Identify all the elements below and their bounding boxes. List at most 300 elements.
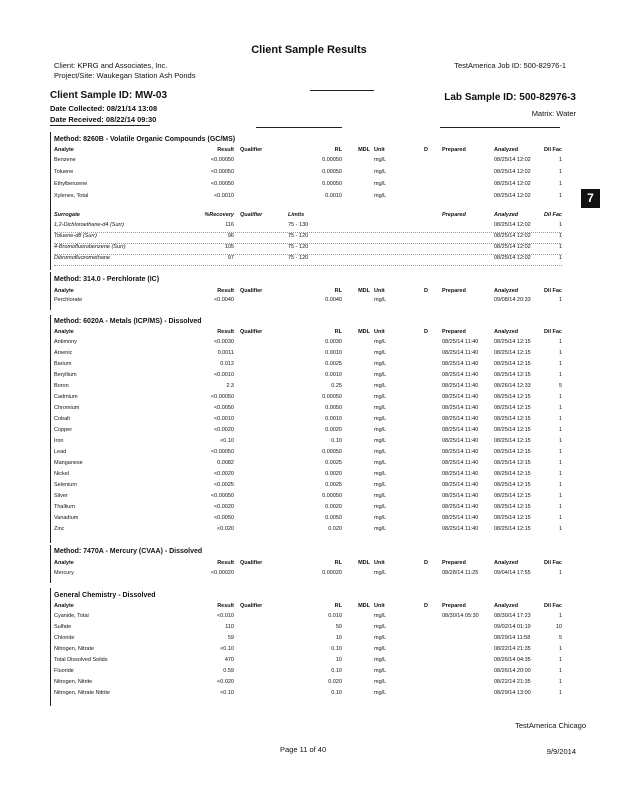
table-cell: 08/25/14 11:40 xyxy=(442,350,479,356)
table-cell: Nitrogen, Nitrate Nitrite xyxy=(54,690,110,696)
table-row xyxy=(54,297,562,307)
table-cell: 0.25 xyxy=(331,383,342,389)
table-cell: 2.3 xyxy=(226,383,234,389)
table-cell: <0.00020 xyxy=(210,570,234,576)
column-header: Analyzed xyxy=(494,147,519,153)
table-cell: 0.020 xyxy=(328,526,342,532)
column-header: Unit xyxy=(374,603,385,609)
table-cell: mg/L xyxy=(374,493,387,499)
table-row xyxy=(54,416,562,426)
table-cell: 08/25/14 11:40 xyxy=(442,504,479,510)
table-cell: 0.0020 xyxy=(325,504,342,510)
column-header: Prepared xyxy=(442,603,466,609)
table-cell: 08/25/14 11:40 xyxy=(442,449,479,455)
table-cell: Toluene xyxy=(54,169,74,175)
table-cell: Iron xyxy=(54,438,64,444)
table-cell: 08/25/14 11:40 xyxy=(442,460,479,466)
table-row xyxy=(54,244,562,255)
table-cell: 08/25/14 12:15 xyxy=(494,438,531,444)
table-cell: 1 xyxy=(558,339,562,345)
table-row xyxy=(54,635,562,645)
table-cell: Beryllium xyxy=(54,372,77,378)
table-cell: 116 xyxy=(225,222,234,228)
table-cell: mg/L xyxy=(374,193,387,199)
table-cell: 1 xyxy=(558,493,562,499)
table-cell: 08/25/14 11:40 xyxy=(442,372,479,378)
table-cell: 1 xyxy=(558,690,562,696)
table-cell: mg/L xyxy=(374,460,387,466)
column-header: Unit xyxy=(374,560,385,566)
table-cell: 0.10 xyxy=(331,438,342,444)
table-row xyxy=(54,679,562,689)
table-cell: 0.0011 xyxy=(217,350,234,356)
table-cell: Fluoride xyxy=(54,668,74,674)
table-cell: 1 xyxy=(558,427,562,433)
table-cell: 0.10 xyxy=(331,646,342,652)
column-header: MDL xyxy=(358,147,370,153)
job-id: TestAmerica Job ID: 500-82976-1 xyxy=(454,61,566,70)
table-cell: 08/25/14 11:40 xyxy=(442,471,479,477)
table-cell: Cobalt xyxy=(54,416,70,422)
table-cell: 08/25/14 11:40 xyxy=(442,427,479,433)
column-header: Unit xyxy=(374,147,385,153)
table-cell: 1 xyxy=(558,668,562,674)
table-cell: <0.0010 xyxy=(213,416,234,422)
table-cell: mg/L xyxy=(374,383,387,389)
table-cell: 09/04/14 17:55 xyxy=(494,570,531,576)
table-cell: 08/25/14 12:15 xyxy=(494,482,531,488)
table-cell: 1 xyxy=(558,471,562,477)
table-cell: <0.0020 xyxy=(213,504,234,510)
table-cell: 0.0050 xyxy=(325,515,342,521)
table-cell: 08/29/14 11:58 xyxy=(494,635,531,641)
table-cell: 59 xyxy=(227,635,234,641)
table-cell: Cyanide, Total xyxy=(54,613,89,619)
table-cell: Chromium xyxy=(54,405,80,411)
table-cell: Barium xyxy=(54,361,72,367)
column-header: Analyzed xyxy=(494,329,519,335)
table-cell: 08/25/14 11:40 xyxy=(442,526,479,532)
table-cell: mg/L xyxy=(374,657,387,663)
table-cell: 08/22/14 21:35 xyxy=(494,646,531,652)
table-cell: 1 xyxy=(558,438,562,444)
table-cell: 1 xyxy=(558,613,562,619)
table-cell: Dibromofluoromethane xyxy=(54,255,110,261)
table-cell: mg/L xyxy=(374,361,387,367)
table-row xyxy=(54,624,562,634)
table-cell: 08/25/14 11:40 xyxy=(442,438,479,444)
table-cell: 1 xyxy=(558,372,562,378)
table-row xyxy=(54,482,562,492)
column-header: Limits xyxy=(288,212,305,218)
table-cell: 08/25/14 12:02 xyxy=(494,244,531,250)
table-cell: 1 xyxy=(558,679,562,685)
section-title-7470a: Method: 7470A - Mercury (CVAA) - Dissolved xyxy=(54,548,203,555)
table-cell: 1 xyxy=(558,157,562,163)
table-cell: 08/25/14 12:02 xyxy=(494,157,531,163)
table-cell: Silver xyxy=(54,493,68,499)
table-cell: Ethylbenzene xyxy=(54,181,88,187)
table-cell: 08/29/14 13:00 xyxy=(494,690,531,696)
table-cell: 08/25/14 12:15 xyxy=(494,339,531,345)
table-cell: 0.010 xyxy=(328,613,342,619)
table-row xyxy=(54,405,562,415)
table-cell: 08/25/14 12:15 xyxy=(494,394,531,400)
table-cell: Mercury xyxy=(54,570,74,576)
table-row xyxy=(54,181,562,191)
table-cell: 1 xyxy=(558,361,562,367)
table-cell: Zinc xyxy=(54,526,65,532)
lab-sample-id: Lab Sample ID: 500-82976-3 xyxy=(444,92,576,103)
table-row xyxy=(54,460,562,470)
table-cell: mg/L xyxy=(374,613,387,619)
table-cell: mg/L xyxy=(374,690,387,696)
table-cell: 10 xyxy=(335,657,342,663)
column-header: Dil Fac xyxy=(543,212,562,218)
table-cell: 0.0020 xyxy=(325,427,342,433)
matrix: Matrix: Water xyxy=(531,109,576,118)
table-cell: 75 - 120 xyxy=(288,244,309,250)
table-cell: 0.0010 xyxy=(325,372,342,378)
column-header: Qualifier xyxy=(240,560,263,566)
table-cell: <0.020 xyxy=(217,679,234,685)
table-cell: Nitrogen, Nitrate xyxy=(54,646,95,652)
section-tab-7: 7 xyxy=(581,189,600,208)
column-header: Unit xyxy=(374,329,385,335)
table-cell: 0.10 xyxy=(331,668,342,674)
column-header: Result xyxy=(217,329,234,335)
table-cell: Vanadium xyxy=(54,515,79,521)
table-cell: mg/L xyxy=(374,504,387,510)
table-cell: 08/25/14 12:02 xyxy=(494,233,531,239)
column-header: Analyzed xyxy=(494,560,519,566)
table-header xyxy=(54,288,562,296)
column-header: D xyxy=(424,288,428,294)
table-cell: mg/L xyxy=(374,515,387,521)
table-cell: mg/L xyxy=(374,181,387,187)
column-header: Unit xyxy=(374,288,385,294)
table-cell: <0.0050 xyxy=(213,405,234,411)
table-cell: 08/25/14 12:15 xyxy=(494,493,531,499)
table-cell: 0.00020 xyxy=(322,570,342,576)
table-cell: 08/25/14 11:40 xyxy=(442,493,479,499)
table-row xyxy=(54,657,562,667)
table-cell: mg/L xyxy=(374,438,387,444)
column-header: Prepared xyxy=(442,147,466,153)
table-cell: 08/25/14 11:40 xyxy=(442,482,479,488)
table-cell: 08/26/14 12:33 xyxy=(494,383,531,389)
table-header xyxy=(54,329,562,337)
column-header: Qualifier xyxy=(240,147,263,153)
table-cell: 1 xyxy=(558,416,562,422)
footer-date: 9/9/2014 xyxy=(546,747,576,756)
table-cell: 0.0010 xyxy=(325,193,342,199)
table-cell: <0.0040 xyxy=(213,297,234,303)
table-cell: 1 xyxy=(558,657,562,663)
table-cell: Nitrogen, Nitrite xyxy=(54,679,93,685)
table-row xyxy=(54,493,562,503)
table-cell: 08/25/14 11:40 xyxy=(442,416,479,422)
table-cell: 08/25/14 12:15 xyxy=(494,405,531,411)
table-cell: mg/L xyxy=(374,570,387,576)
table-cell: <0.0010 xyxy=(213,372,234,378)
table-row xyxy=(54,690,562,700)
table-cell: mg/L xyxy=(374,526,387,532)
table-cell: 0.020 xyxy=(328,679,342,685)
table-cell: 08/25/14 12:15 xyxy=(494,449,531,455)
table-row xyxy=(54,646,562,656)
table-cell: Antimony xyxy=(54,339,77,345)
table-cell: Nickel xyxy=(54,471,69,477)
table-cell: 0.00050 xyxy=(322,157,342,163)
table-cell: 0.59 xyxy=(223,668,234,674)
table-cell: Total Dissolved Solids xyxy=(54,657,108,663)
table-cell: 4-Bromofluorobenzene (Surr) xyxy=(54,244,126,250)
table-cell: 0.0025 xyxy=(325,361,342,367)
table-cell: mg/L xyxy=(374,339,387,345)
column-header: Qualifier xyxy=(240,212,263,218)
table-cell: 0.0030 xyxy=(325,339,342,345)
table-cell: mg/L xyxy=(374,416,387,422)
table-cell: 08/25/14 12:15 xyxy=(494,460,531,466)
table-row xyxy=(54,361,562,371)
column-header: Dil Fac xyxy=(543,288,562,294)
table-cell: mg/L xyxy=(374,297,387,303)
table-cell: 1 xyxy=(558,394,562,400)
table-cell: <0.00050 xyxy=(210,169,234,175)
table-cell: 08/25/14 11:40 xyxy=(442,405,479,411)
column-header: Dil Fac xyxy=(543,560,562,566)
column-header: MDL xyxy=(358,603,370,609)
table-row xyxy=(54,233,562,244)
table-row xyxy=(54,394,562,404)
table-cell: <0.10 xyxy=(220,646,234,652)
table-cell: 08/25/14 11:40 xyxy=(442,394,479,400)
column-header: RL xyxy=(334,288,342,294)
column-header: Analyte xyxy=(54,147,74,153)
table-cell: 08/25/14 12:15 xyxy=(494,504,531,510)
table-cell: 1 xyxy=(558,405,562,411)
table-row xyxy=(54,515,562,525)
table-row xyxy=(54,449,562,459)
table-cell: Selenium xyxy=(54,482,77,488)
table-cell: 08/25/14 12:15 xyxy=(494,515,531,521)
column-header: Prepared xyxy=(442,560,466,566)
table-cell: 08/25/14 12:02 xyxy=(494,222,531,228)
table-cell: 105 xyxy=(224,244,234,250)
table-cell: 09/02/14 01:19 xyxy=(494,624,531,630)
table-cell: mg/L xyxy=(374,350,387,356)
table-cell: 0.0025 xyxy=(325,482,342,488)
client-name: Client: KPRG and Associates, Inc. xyxy=(54,61,168,70)
table-row xyxy=(54,372,562,382)
table-cell: 1 xyxy=(558,460,562,466)
table-cell: 1 xyxy=(558,449,562,455)
column-header: Qualifier xyxy=(240,288,263,294)
table-cell: mg/L xyxy=(374,372,387,378)
column-header: Prepared xyxy=(442,329,466,335)
table-cell: 0.00050 xyxy=(322,449,342,455)
column-header: Analyte xyxy=(54,603,74,609)
table-cell: mg/L xyxy=(374,169,387,175)
table-cell: mg/L xyxy=(374,427,387,433)
table-cell: 0.00050 xyxy=(322,493,342,499)
table-cell: Sulfate xyxy=(54,624,72,630)
table-row xyxy=(54,471,562,481)
table-cell: <0.0010 xyxy=(213,193,234,199)
surrogate-header xyxy=(54,212,562,220)
table-cell: 08/25/14 11:40 xyxy=(442,361,479,367)
date-collected: Date Collected: 08/21/14 13:08 xyxy=(50,104,158,113)
table-header xyxy=(54,603,562,611)
report-title: Client Sample Results xyxy=(251,44,367,56)
table-cell: 1 xyxy=(558,504,562,510)
table-cell: 0.0010 xyxy=(325,350,342,356)
column-header: Analyzed xyxy=(494,603,519,609)
table-row xyxy=(54,427,562,437)
table-cell: <0.0020 xyxy=(213,427,234,433)
table-row xyxy=(54,157,562,167)
table-cell: mg/L xyxy=(374,679,387,685)
table-cell: 08/26/14 20:00 xyxy=(494,668,531,674)
table-cell: 1 xyxy=(558,646,562,652)
column-header: Analyte xyxy=(54,329,74,335)
table-cell: 1 xyxy=(558,233,562,239)
table-row xyxy=(54,339,562,349)
table-cell: 1 xyxy=(558,515,562,521)
table-cell: <0.010 xyxy=(217,613,234,619)
table-cell: 0.0040 xyxy=(325,297,342,303)
table-cell: <0.020 xyxy=(217,526,234,532)
table-cell: Perchlorate xyxy=(54,297,83,303)
table-cell: 0.0050 xyxy=(325,405,342,411)
table-cell: 08/25/14 12:02 xyxy=(494,169,531,175)
column-header: RL xyxy=(334,603,342,609)
table-cell: <0.0025 xyxy=(213,482,234,488)
column-header: RL xyxy=(334,560,342,566)
table-cell: 97 xyxy=(227,255,234,261)
table-cell: 470 xyxy=(224,657,234,663)
column-header: Result xyxy=(217,560,234,566)
table-row xyxy=(54,504,562,514)
table-cell: 10 xyxy=(555,624,562,630)
column-header: RL xyxy=(334,329,342,335)
table-cell: 08/25/14 11:40 xyxy=(442,339,479,345)
table-cell: 5 xyxy=(558,383,562,389)
table-row xyxy=(54,668,562,678)
table-cell: <0.00050 xyxy=(210,181,234,187)
table-cell: 09/08/14 20:33 xyxy=(494,297,531,303)
table-cell: Boron xyxy=(54,383,69,389)
table-cell: <0.00050 xyxy=(210,394,234,400)
column-header: Result xyxy=(217,288,234,294)
table-cell: 0.00050 xyxy=(322,169,342,175)
section-title-8260b: Method: 8260B - Volatile Organic Compounds (GC/MS) xyxy=(54,136,236,143)
table-cell: Arsenic xyxy=(54,350,73,356)
table-cell: 08/25/14 12:15 xyxy=(494,471,531,477)
table-row xyxy=(54,350,562,360)
table-cell: mg/L xyxy=(374,157,387,163)
column-header: RL xyxy=(334,147,342,153)
table-cell: 08/25/14 12:15 xyxy=(494,372,531,378)
section-title-general-chemistry: General Chemistry - Dissolved xyxy=(54,592,156,599)
date-received: Date Received: 08/22/14 09:30 xyxy=(50,115,157,124)
table-cell: 1 xyxy=(558,181,562,187)
table-cell: mg/L xyxy=(374,405,387,411)
table-cell: 0.0082 xyxy=(217,460,234,466)
table-cell: 5 xyxy=(558,635,562,641)
table-cell: 10 xyxy=(335,635,342,641)
table-cell: <0.00050 xyxy=(210,449,234,455)
table-cell: 1 xyxy=(558,526,562,532)
table-cell: mg/L xyxy=(374,471,387,477)
table-cell: <0.00050 xyxy=(210,493,234,499)
table-cell: 96 xyxy=(227,233,234,239)
table-cell: <0.0020 xyxy=(213,471,234,477)
table-cell: 1 xyxy=(558,297,562,303)
table-cell: Toluene-d8 (Surr) xyxy=(54,233,97,239)
table-cell: <0.10 xyxy=(220,438,234,444)
table-row xyxy=(54,438,562,448)
table-cell: 08/30/14 17:23 xyxy=(494,613,531,619)
column-header: Prepared xyxy=(442,288,466,294)
client-sample-id: Client Sample ID: MW-03 xyxy=(50,90,168,101)
column-header: D xyxy=(424,147,428,153)
section-title-314: Method: 314.0 - Perchlorate (IC) xyxy=(54,276,160,283)
table-cell: 08/25/14 12:02 xyxy=(494,193,531,199)
table-cell: 0.012 xyxy=(220,361,234,367)
table-row xyxy=(54,570,562,580)
table-cell: 0.00050 xyxy=(322,181,342,187)
table-cell: <0.0030 xyxy=(213,339,234,345)
column-header: D xyxy=(424,560,428,566)
table-row xyxy=(54,613,562,623)
table-cell: 1 xyxy=(558,193,562,199)
table-cell: 08/25/14 12:15 xyxy=(494,526,531,532)
table-cell: 08/25/14 12:02 xyxy=(494,255,531,261)
table-cell: 08/22/14 21:35 xyxy=(494,679,531,685)
column-header: MDL xyxy=(358,560,370,566)
table-cell: Copper xyxy=(54,427,73,433)
table-cell: 08/25/14 11:40 xyxy=(442,383,479,389)
column-header: Qualifier xyxy=(240,603,263,609)
table-cell: Benzene xyxy=(54,157,76,163)
table-cell: 08/25/14 12:15 xyxy=(494,350,531,356)
table-row xyxy=(54,255,562,266)
table-cell: 08/26/14 04:35 xyxy=(494,657,531,663)
table-cell: 0.0010 xyxy=(325,416,342,422)
table-cell: Lead xyxy=(54,449,67,455)
table-cell: Cadmium xyxy=(54,394,78,400)
table-header xyxy=(54,147,562,155)
table-cell: <0.00050 xyxy=(210,157,234,163)
table-cell: 1,2-Dichloroethane-d4 (Surr) xyxy=(54,222,125,228)
table-cell: 08/30/14 05:30 xyxy=(442,613,479,619)
table-cell: mg/L xyxy=(374,482,387,488)
table-cell: <0.10 xyxy=(220,690,234,696)
column-header: MDL xyxy=(358,288,370,294)
table-cell: mg/L xyxy=(374,635,387,641)
table-cell: 50 xyxy=(335,624,342,630)
table-cell: 08/25/14 12:15 xyxy=(494,416,531,422)
table-cell: 1 xyxy=(558,350,562,356)
table-cell: Thallium xyxy=(54,504,75,510)
column-header: D xyxy=(424,329,428,335)
table-cell: 08/25/14 12:15 xyxy=(494,361,531,367)
column-header: Surrogate xyxy=(54,212,80,218)
table-cell: 1 xyxy=(558,244,562,250)
section-title-6020a: Method: 6020A - Metals (ICP/MS) - Dissolved xyxy=(54,318,202,325)
